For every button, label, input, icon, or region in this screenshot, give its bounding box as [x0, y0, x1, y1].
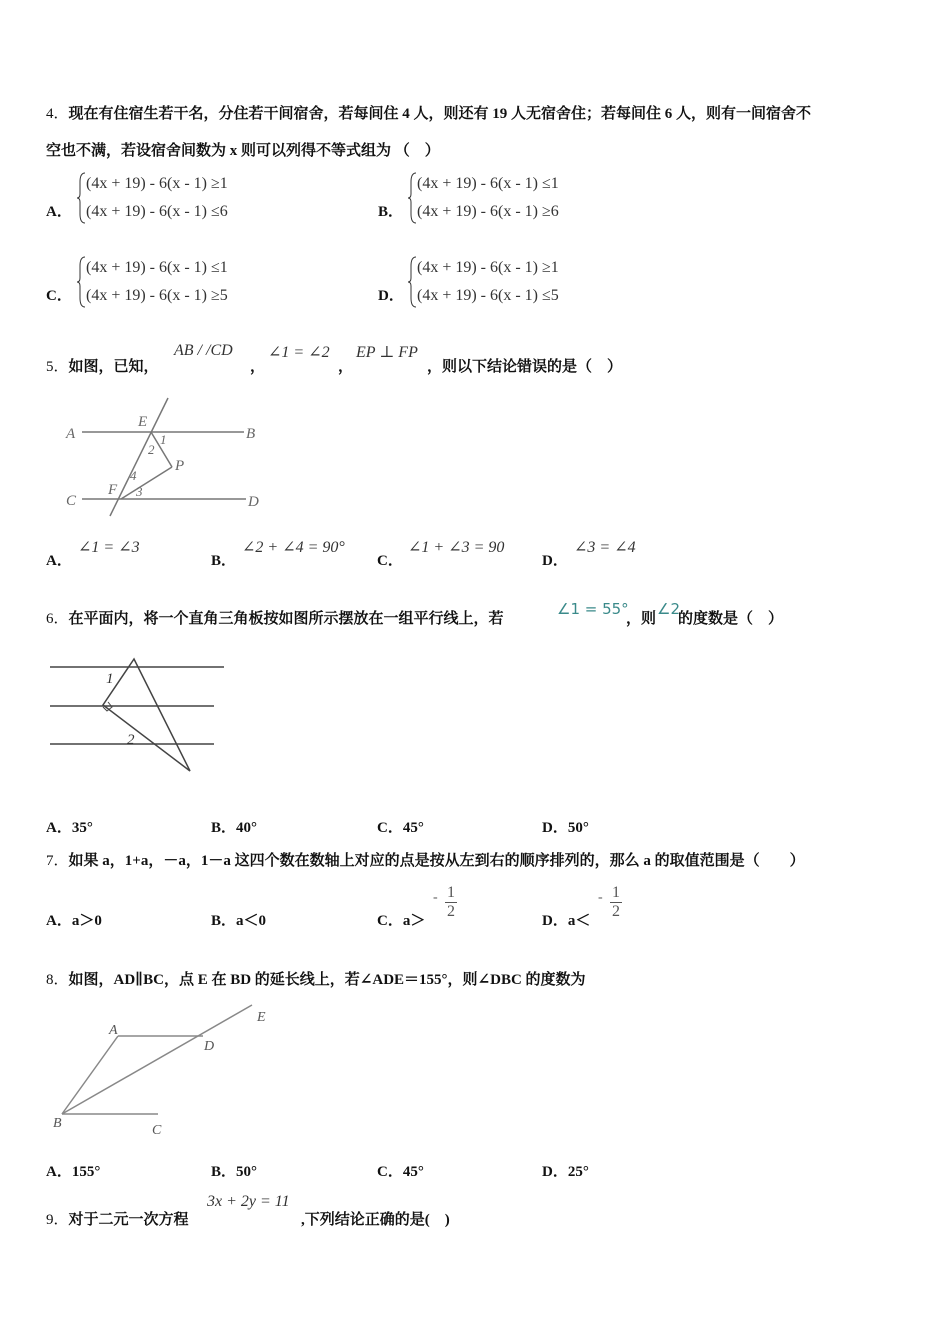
q7-number: 7．	[46, 853, 69, 869]
q8-option-d	[542, 1160, 589, 1181]
q4-line1	[46, 102, 811, 123]
q4-number: 4．	[46, 106, 69, 122]
label-b: B	[53, 1116, 62, 1131]
q8-option-d-label: D．	[542, 1164, 568, 1180]
q6-option-d-label: D．	[542, 820, 568, 836]
q5-math-parallel: AB / /CD	[174, 342, 233, 359]
brace-icon	[407, 256, 417, 308]
q6-number: 6．	[46, 611, 69, 627]
q5-option-d-label: D．	[542, 553, 568, 569]
q4-c-ineq-2: (4x + 19) - 6(x - 1) ≥5	[86, 287, 228, 304]
q6-figure	[46, 650, 231, 780]
q4-option-c-system	[86, 254, 228, 310]
q5-number: 5．	[46, 359, 69, 375]
q4-a-ineq-1: (4x + 19) - 6(x - 1) ≥1	[86, 175, 228, 192]
q6-option-a-label: A．	[46, 820, 72, 836]
q6-option-c	[377, 816, 424, 837]
q7-option-b-label: B．	[211, 913, 237, 929]
q6-option-d	[542, 816, 589, 837]
q8-option-b-value: 50°	[236, 1164, 258, 1180]
q6-suffix: 的度数是（ ）	[678, 611, 784, 627]
q5-suffix: ，则以下结论错误的是（ ）	[427, 359, 623, 375]
q6-option-c-value: 45°	[402, 820, 424, 836]
label-angle-4: 4	[130, 468, 137, 483]
label-d: D	[248, 494, 259, 510]
q7-option-a-label: A．	[46, 913, 72, 929]
label-angle-2: 2	[148, 442, 155, 457]
q5-sep-2: ，	[338, 359, 354, 375]
q5-option-b-label: B．	[211, 553, 237, 569]
q6-option-b-label: B．	[211, 820, 237, 836]
q9-math-equation: 3x + 2y = 11	[207, 1193, 290, 1210]
q4-d-ineq-2: (4x + 19) - 6(x - 1) ≤5	[417, 287, 559, 304]
q4-option-d-label: D．	[378, 288, 404, 304]
q9-number: 9．	[46, 1212, 69, 1228]
q8-option-a-label: A．	[46, 1164, 72, 1180]
label-b: B	[246, 426, 256, 442]
q6-stem	[46, 607, 504, 628]
fraction-denominator: 2	[612, 903, 620, 920]
q6-math-angle2: ∠2	[657, 600, 680, 618]
q5-sep-1: ，	[250, 359, 266, 375]
q7-option-d-label: D．	[542, 913, 568, 929]
label-f: F	[108, 482, 118, 498]
label-angle-2: 2	[127, 732, 135, 748]
q7-option-c-label: C．	[377, 913, 403, 929]
q4-b-ineq-2: (4x + 19) - 6(x - 1) ≥6	[417, 203, 559, 220]
q8-option-c-label: C．	[377, 1164, 403, 1180]
q6-mid: ，则	[626, 611, 657, 627]
right-triangle	[103, 659, 190, 771]
q6-math-angle1: ∠1 = 55°	[557, 600, 629, 618]
q7-option-b-value: a＜0	[236, 913, 267, 929]
q9-prefix: 对于二元一次方程	[68, 1212, 189, 1228]
q7-option-c	[377, 909, 425, 930]
q8-option-b-label: B．	[211, 1164, 237, 1180]
q8-option-a-value: 155°	[71, 1164, 101, 1180]
q6-option-b-value: 40°	[236, 820, 258, 836]
q5-prefix: 如图，已知，	[68, 359, 159, 375]
q5-figure	[60, 392, 270, 522]
q8-figure	[46, 1000, 286, 1145]
q7-option-c-minus: -	[433, 890, 438, 905]
q6-option-b	[211, 816, 257, 837]
q8-option-c	[377, 1160, 424, 1181]
q8-option-c-value: 45°	[402, 1164, 424, 1180]
label-c: C	[152, 1123, 162, 1138]
q9-suffix: ,下列结论正确的是( )	[301, 1212, 450, 1228]
q5-math-angles: ∠1 = ∠2	[268, 344, 330, 361]
q4-option-a-system	[86, 170, 228, 226]
fraction-numerator: 1	[612, 884, 620, 901]
label-d: D	[204, 1039, 215, 1054]
label-e: E	[257, 1010, 266, 1025]
q7-option-a-value: a＞0	[71, 913, 102, 929]
q5-option-c-label: C．	[377, 553, 403, 569]
label-c: C	[66, 493, 77, 509]
segment-ab	[62, 1036, 118, 1114]
q4-option-d-system	[417, 254, 559, 310]
q8-option-a	[46, 1160, 100, 1181]
brace-icon	[76, 256, 86, 308]
q4-line2: 空也不满，若设宿舍间数为 x 则可以列得不等式组为 （ ）	[46, 143, 440, 159]
label-angle-1: 1	[106, 671, 114, 687]
q7-option-d	[542, 909, 590, 930]
q7-option-d-fraction	[610, 884, 622, 921]
fraction-numerator: 1	[447, 884, 455, 901]
q5-stem	[46, 355, 159, 376]
label-e: E	[138, 414, 148, 430]
q4-b-ineq-1: (4x + 19) - 6(x - 1) ≤1	[417, 175, 559, 192]
q5-math-perp: EP ⊥ FP	[356, 344, 418, 361]
q7-text: 如果 a，1+a，－a，1－a 这四个数在数轴上对应的点是按从左到右的顺序排列的，那么 a 的取值范围是（ ）	[68, 853, 805, 869]
q7-option-a	[46, 909, 102, 930]
q7-option-d-minus: -	[598, 890, 603, 905]
q6-option-a-value: 35°	[71, 820, 93, 836]
label-p: P	[175, 458, 185, 474]
brace-icon	[76, 172, 86, 224]
q6-option-a	[46, 816, 93, 837]
q7-option-b	[211, 909, 266, 930]
q9-stem	[46, 1208, 189, 1229]
q8-option-d-value: 25°	[567, 1164, 589, 1180]
q4-c-ineq-1: (4x + 19) - 6(x - 1) ≤1	[86, 259, 228, 276]
q4-a-ineq-2: (4x + 19) - 6(x - 1) ≤6	[86, 203, 228, 220]
brace-icon	[407, 172, 417, 224]
label-angle-3: 3	[136, 484, 143, 499]
q6-prefix: 在平面内，将一个直角三角板按如图所示摆放在一组平行线上，若	[68, 611, 504, 627]
q7-option-d-value: a＜	[567, 913, 591, 929]
label-angle-1: 1	[160, 432, 167, 447]
q8-number: 8．	[46, 972, 69, 988]
q8-stem	[46, 968, 586, 989]
q5-option-d-expr: ∠3 = ∠4	[574, 539, 636, 556]
q5-option-a-expr: ∠1 = ∠3	[78, 539, 140, 556]
q4-d-ineq-1: (4x + 19) - 6(x - 1) ≥1	[417, 259, 559, 276]
q7-option-c-value: a＞	[402, 913, 426, 929]
q4-option-a-label: A．	[46, 204, 72, 220]
q5-option-a-label: A．	[46, 553, 72, 569]
label-a: A	[66, 426, 76, 442]
q6-option-c-label: C．	[377, 820, 403, 836]
q6-option-d-value: 50°	[567, 820, 589, 836]
q4-option-b-label: B．	[378, 204, 404, 220]
q7-option-c-fraction	[445, 884, 457, 921]
q8-option-b	[211, 1160, 257, 1181]
fraction-denominator: 2	[447, 903, 455, 920]
segment-pf	[121, 467, 172, 499]
q5-option-b-expr: ∠2 + ∠4 = 90°	[242, 539, 345, 556]
q4-text-1: 现在有住宿生若干名，分住若干间宿舍，若每间住 4 人，则还有 19 人无宿舍住；若每间住 6 人，则有一间宿舍不	[68, 106, 812, 122]
label-a: A	[109, 1023, 118, 1038]
q4-option-c-label: C．	[46, 288, 72, 304]
line-be	[62, 1005, 252, 1114]
q8-text: 如图，AD∥BC，点 E 在 BD 的延长线上，若∠ADE＝155°，则∠DBC 的度数为	[68, 972, 586, 988]
q7-stem	[46, 849, 805, 870]
q5-option-c-expr: ∠1 + ∠3 = 90	[408, 539, 505, 556]
q4-option-b-system	[417, 170, 559, 226]
